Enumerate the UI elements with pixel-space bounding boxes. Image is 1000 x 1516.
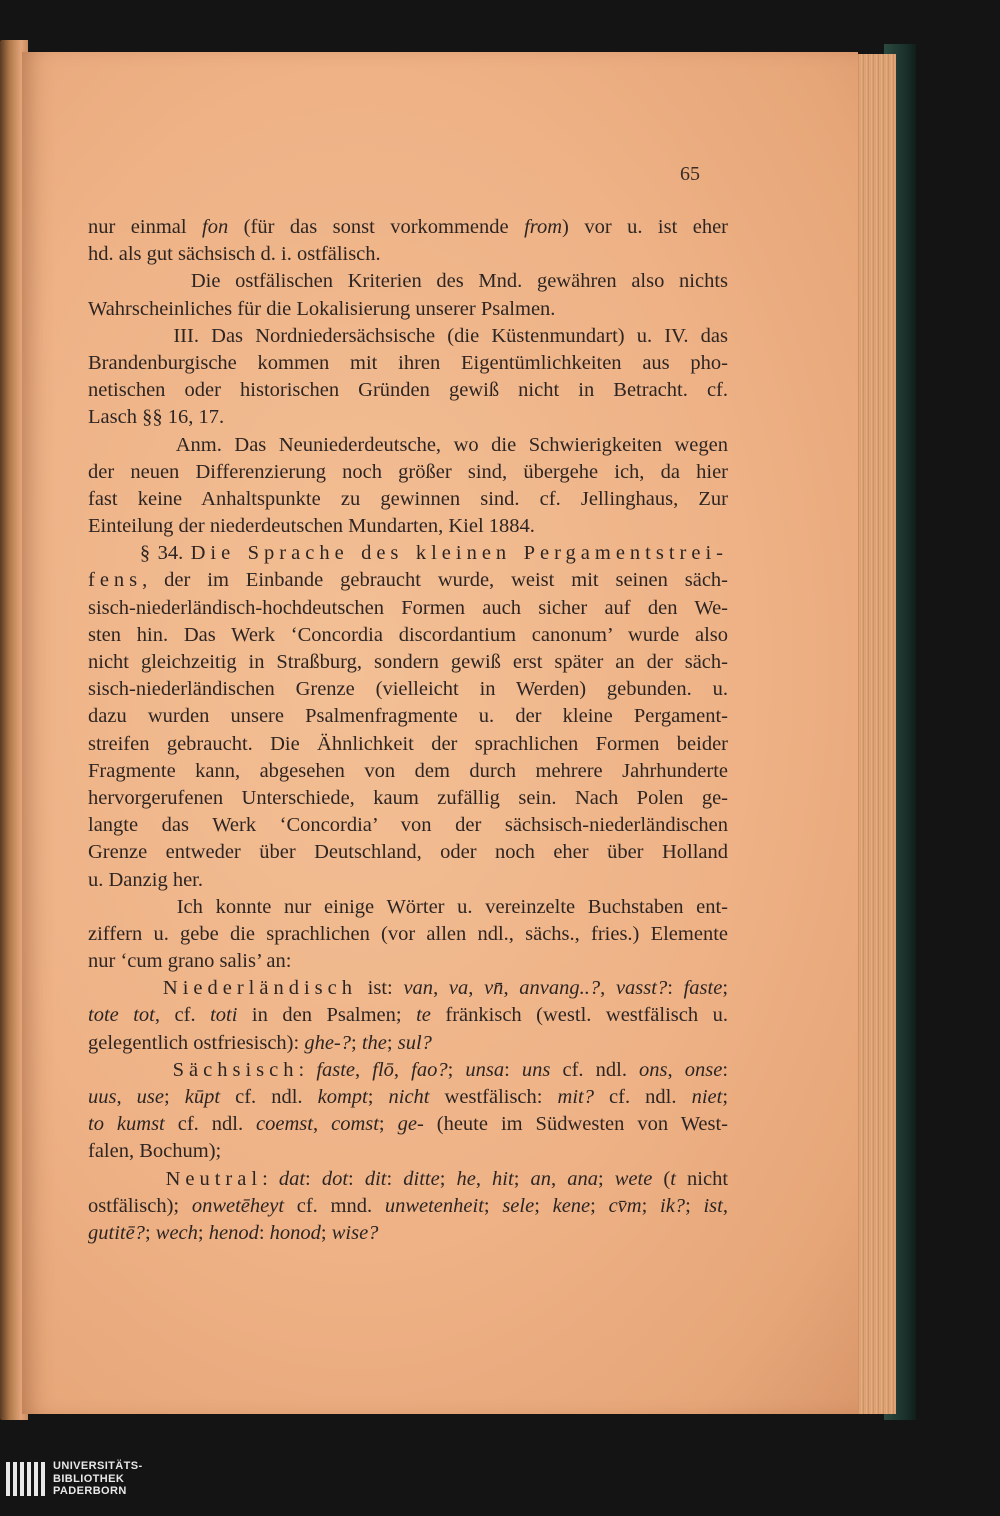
text-line: Die ostfälischen Kriterien des Mnd. gewähren also nichts <box>88 270 728 293</box>
text-line: hd. als gut sächsisch d. i. ostfälisch. <box>88 243 381 266</box>
text-line: fast keine Anhaltspunkte zu gewinnen sind. cf. Jellinghaus, Zur <box>88 487 728 510</box>
text-line: sisch-niederländisch-hochdeutschen Formen auch sicher auf den We- <box>88 596 728 619</box>
text-line: § 34. Die Sprache des kleinen Pergamentstrei- <box>88 542 728 565</box>
library-logo-icon <box>6 1462 46 1496</box>
text-line: uus, use; kūpt cf. ndl. kompt; nicht westfälisch: mit? cf. ndl. niet; <box>88 1086 729 1108</box>
library-logo-text <box>53 1460 143 1498</box>
text-line: u. Danzig her. <box>88 868 203 891</box>
logo-line-3: PADERBORN <box>53 1485 127 1497</box>
text-line: gutitē?; wech; henod: honod; wise? <box>88 1221 379 1244</box>
text-line: langte das Werk ‘Concordia’ von der sächsisch-niederländischen <box>88 814 728 837</box>
text-line: Einteilung der niederdeutschen Mundarten, Kiel 1884. <box>88 515 535 538</box>
text-line: der neuen Differenzierung noch größer sind, übergehe ich, da hier <box>88 460 728 483</box>
page-number: 65 <box>680 163 700 185</box>
text-line: III. Das Nordniedersächsische (die Küstenmundart) u. IV. das <box>88 324 728 347</box>
footer-bar <box>0 1452 1000 1516</box>
text-line: streifen gebraucht. Die Ähnlichkeit der sprachlichen Formen beider <box>88 732 728 755</box>
text-line: Lasch §§ 16, 17. <box>88 406 225 429</box>
text-line: falen, Bochum); <box>88 1140 222 1163</box>
text-line: hervorgerufenen Unterschiede, kaum zufällig sein. Nach Polen ge- <box>88 786 728 809</box>
text-line: Niederländisch ist: van, va, vn̄, anvang..?, vasst?: faste; <box>162 977 729 1000</box>
text-line: ziffern u. gebe die sprachlichen (vor allen ndl., sächs., fries.) Elemente <box>88 922 728 945</box>
text-line: Grenze entweder über Deutschland, oder noch eher über Holland <box>88 841 728 864</box>
text-line: gelegentlich ostfriesisch): ghe-?; the; sul? <box>88 1031 432 1054</box>
text-line: Fragmente kann, abgesehen von dem durch mehrere Jahrhunderte <box>88 759 728 782</box>
text-line: nur einmal fon (für das sonst vorkommende from) vor u. ist eher <box>88 216 729 238</box>
logo-line-1: UNIVERSITÄTS- <box>53 1460 143 1472</box>
text-line: sten hin. Das Werk ‘Concordia discordantium canonum’ wurde also <box>88 623 728 646</box>
text-line: Brandenburgische kommen mit ihren Eigentümlichkeiten aus pho- <box>88 351 728 374</box>
text-line: netischen oder historischen Gründen gewiß nicht in Betracht. cf. <box>88 379 728 402</box>
text-line: Wahrscheinliches für die Lokalisierung unserer Psalmen. <box>88 297 556 320</box>
text-line: ostfälisch); onwetēheyt cf. mnd. unwetenheit; sele; kene; cv̄m; ik?; ist, <box>88 1194 728 1217</box>
text-line: tote tot, cf. toti in den Psalmen; te fränkisch (westl. westfälisch u. <box>88 1004 728 1027</box>
text-line: Anm. Das Neuniederdeutsche, wo die Schwierigkeiten wegen <box>88 433 728 456</box>
text-line: to kumst cf. ndl. coemst, comst; ge- (heute im Südwesten von West- <box>88 1113 729 1136</box>
text-line: nicht gleichzeitig in Straßburg, sondern gewiß erst später an der säch- <box>88 651 728 673</box>
text-line: Neutral: dat: dot: dit: ditte; he, hit; an, ana; wete (t nicht <box>165 1167 729 1190</box>
text-line: fens, der im Einbande gebraucht wurde, weist mit seinen säch- <box>88 569 728 592</box>
text-line: dazu wurden unsere Psalmenfragmente u. der kleine Pergament- <box>88 705 728 728</box>
text-line: Sächsisch: faste, flō, fao?; unsa: uns cf. ndl. ons, onse: <box>172 1058 729 1081</box>
page-text <box>88 214 728 1247</box>
text-line: sisch-niederländischen Grenze (vielleicht in Werden) gebunden. u. <box>88 678 728 701</box>
text-line: nur ‘cum grano salis’ an: <box>88 950 292 973</box>
text-line: Ich konnte nur einige Wörter u. vereinzelte Buchstaben ent- <box>88 895 728 918</box>
logo-line-2: BIBLIOTHEK <box>53 1472 125 1485</box>
